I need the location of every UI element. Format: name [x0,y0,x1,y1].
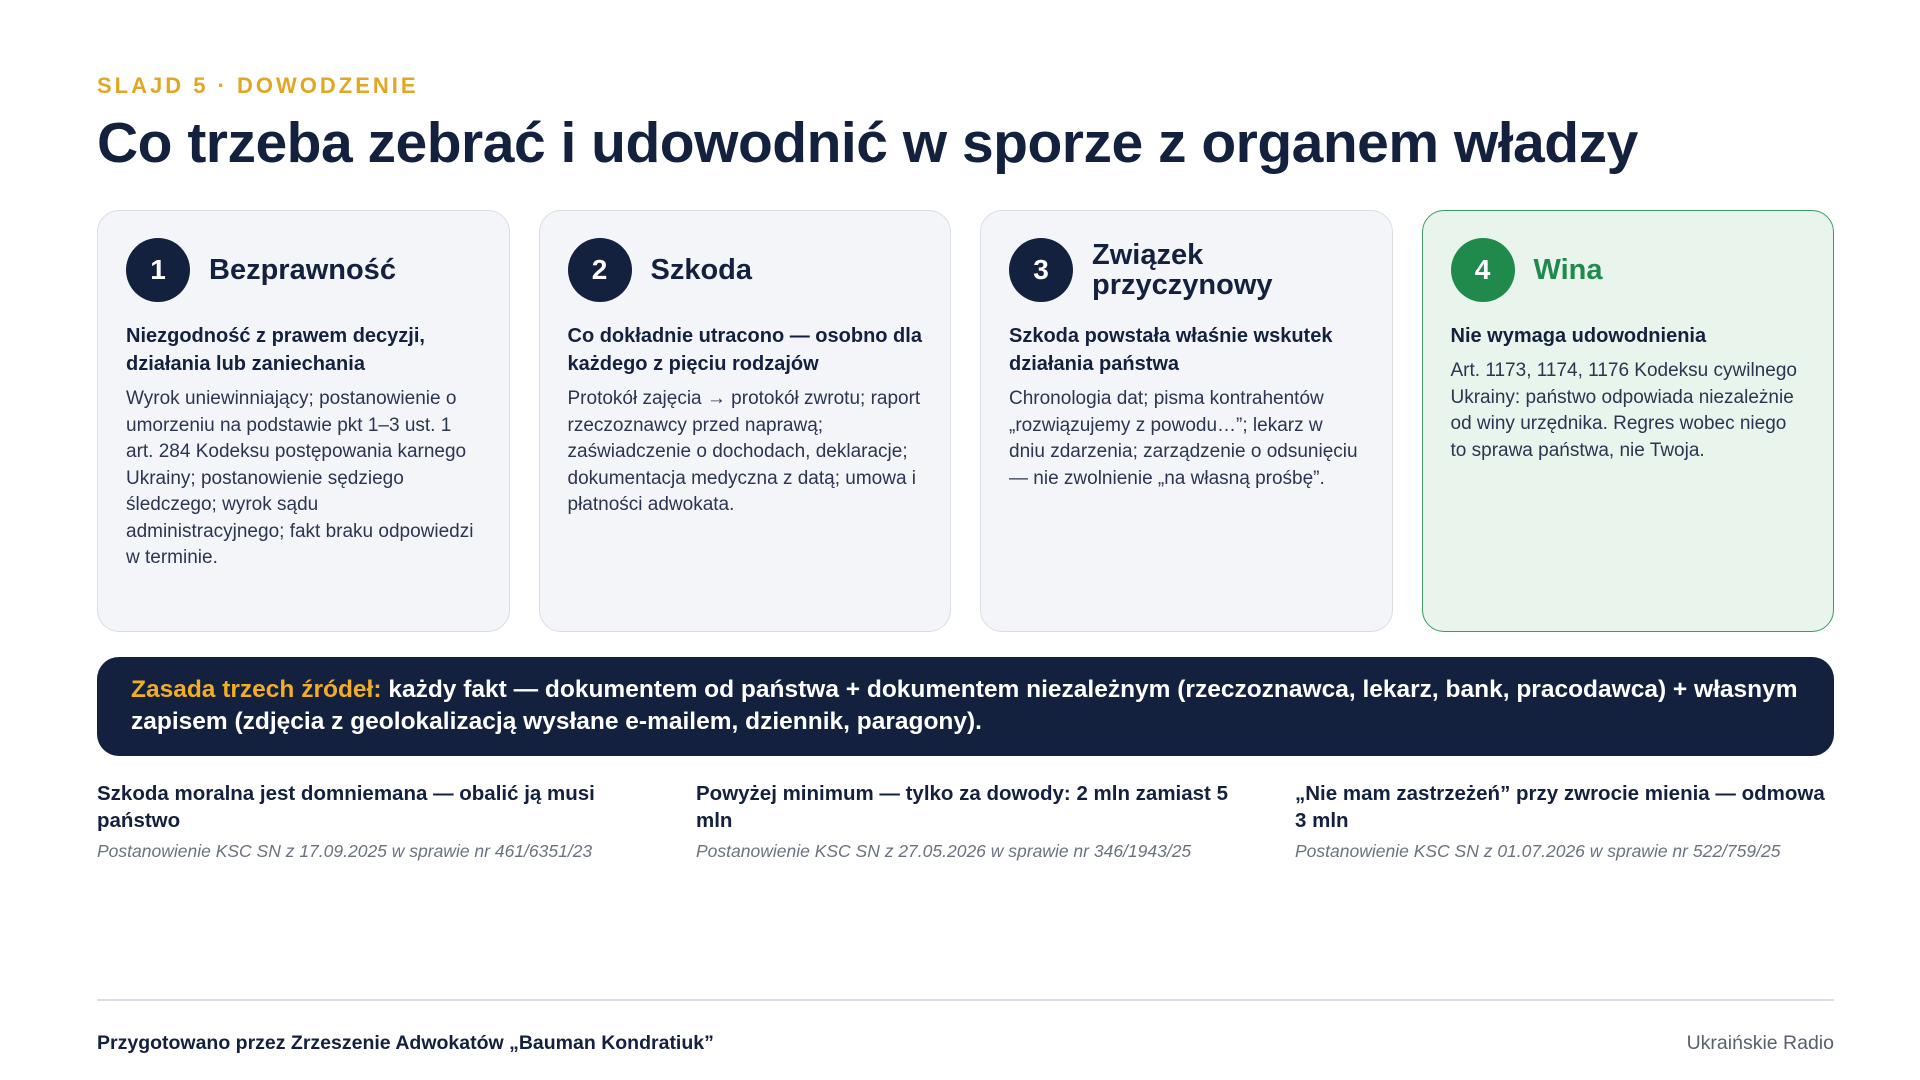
card-subtitle: Nie wymaga udowodnienia [1450,325,1707,347]
card-zwiazek-przyczynowy [980,210,1393,632]
case-reference: Postanowienie KSC SN z 01.07.2026 w sprawie nr 522/759/25 [1295,841,1781,861]
card-wina [1422,210,1835,632]
card-title: Bezprawność [209,254,396,286]
card-body: Chronologia dat; pisma kontrahentów „rozwiązujemy z powodu…”; lekarz w dniu zdarzenia; zarządzenie o odsunięciu — nie zwolnienie „na własną prośbę”. [1009,388,1358,489]
slide [97,0,1834,1080]
step-number-badge: 1 [126,238,190,302]
case-reference: Postanowienie KSC SN z 17.09.2025 w sprawie nr 461/6351/23 [97,841,593,861]
case-item [97,780,636,863]
card-szkoda [539,210,952,632]
case-title: Szkoda moralna jest domniemana — obalić ją musi państwo [97,782,595,832]
card-header [1451,238,1806,302]
banner-text: każdy fakt — dokumentem od państwa + dokumentem niezależnym (rzeczoznawca, lekarz, bank, pracodawca) + własnym zapisem (zdjęcia z geolokalizacją wysłane e-mailem, dziennik, paragony). [131,676,1798,735]
card-header [126,238,481,302]
step-number-badge: 2 [568,238,632,302]
card-subtitle: Szkoda powstała właśnie wskutek działania państwa [1009,325,1333,375]
card-body: Protokół zajęcia → protokół zwrotu; raport rzeczoznawcy przed naprawą; zaświadczenie o dochodach, deklaracje; dokumentacja medyczna z datą; umowa i płatności adwokata. [567,388,921,515]
page-title: Co trzeba zebrać i udowodnić w sporze z organem władzy [97,111,1638,175]
card-bezprawnosc [97,210,510,632]
step-number-badge: 4 [1451,238,1515,302]
case-reference: Postanowienie KSC SN z 27.05.2026 w sprawie nr 346/1943/25 [696,841,1192,861]
cards-row [97,210,1834,632]
card-header [568,238,923,302]
card-header [1009,238,1364,302]
footer-brand: Ukraińskie Radio [1686,1032,1834,1054]
rule-banner [97,657,1834,756]
card-title: Wina [1533,254,1603,286]
slide-eyebrow: SLAJD 5 · DOWODZENIE [97,73,419,98]
card-subtitle: Co dokładnie utracono — osobno dla każdego z pięciu rodzajów [567,325,922,375]
case-item [696,780,1235,863]
step-number-badge: 3 [1009,238,1073,302]
card-body: Wyrok uniewinniający; postanowienie o umorzeniu na podstawie pkt 1–3 ust. 1 art. 284 Kodeksu postępowania karnego Ukrainy; postanowienie sędziego śledczego; wyrok sądu administracyjnego; fakt braku odpowiedzi w terminie. [126,388,474,568]
case-title: Powyżej minimum — tylko za dowody: 2 mln zamiast 5 mln [696,782,1228,832]
footer-divider [97,999,1834,1001]
banner-label: Zasada trzech źródeł: [131,676,382,703]
footer-credit: Przygotowano przez Zrzeszenie Adwokatów „Bauman Kondratiuk” [97,1032,714,1054]
card-body: Art. 1173, 1174, 1176 Kodeksu cywilnego Ukrainy: państwo odpowiada niezależnie od winy urzędnika. Regres wobec niego to sprawa państwa, nie Twoja. [1450,360,1797,461]
card-subtitle: Niezgodność z prawem decyzji, działania lub zaniechania [126,325,425,375]
case-item [1295,780,1834,863]
case-title: „Nie mam zastrzeżeń” przy zwrocie mienia — odmowa 3 mln [1295,782,1825,832]
case-law-row [97,780,1834,863]
card-title: Związek przyczynowy [1092,239,1273,301]
card-title: Szkoda [650,254,753,286]
